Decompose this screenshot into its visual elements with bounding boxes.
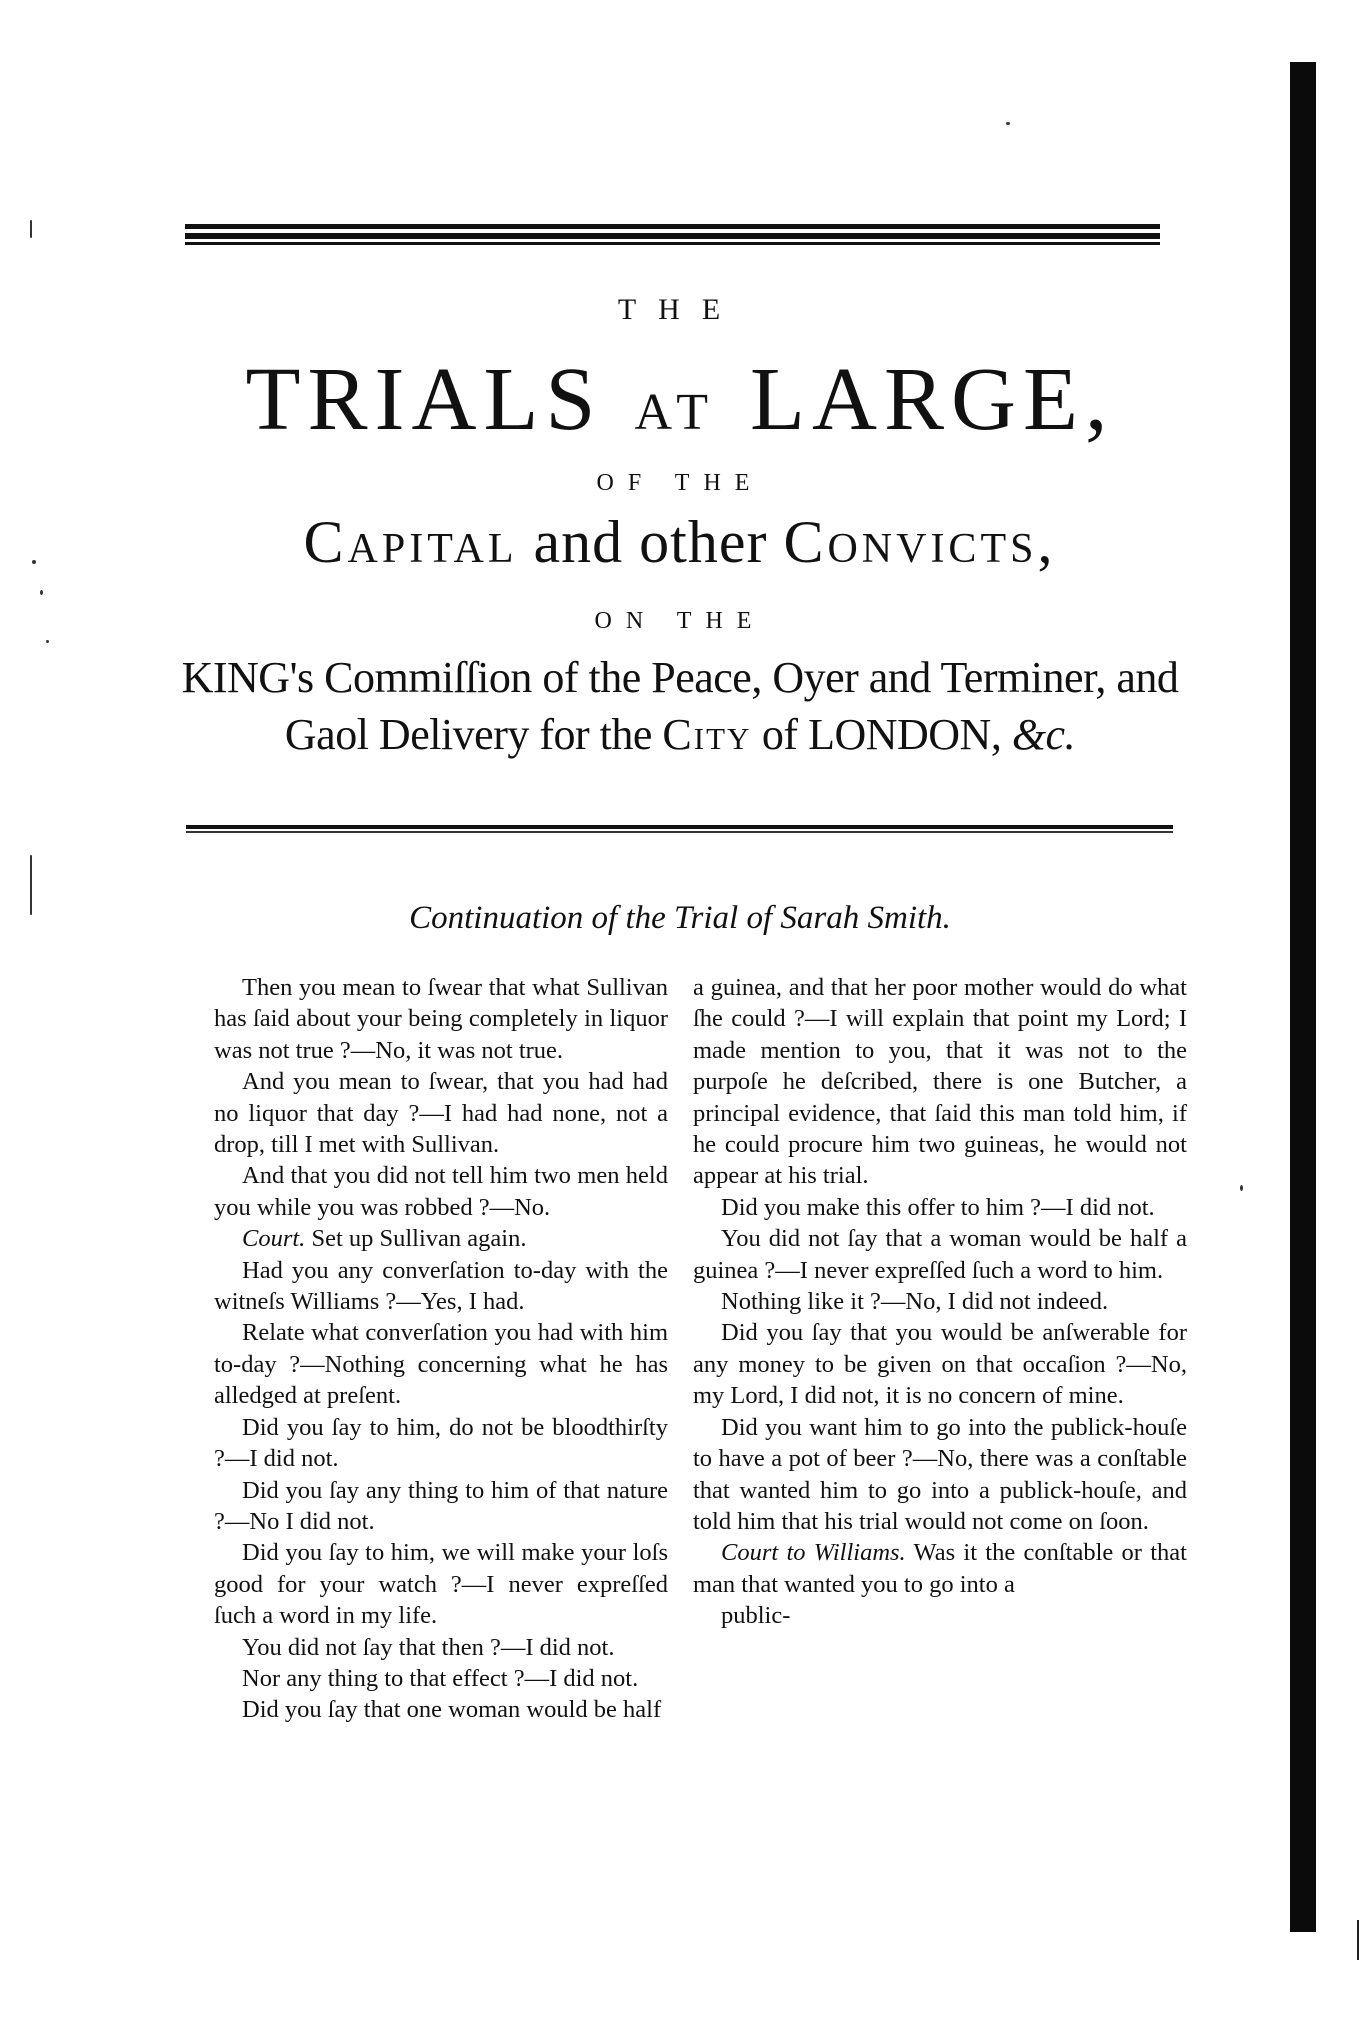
paragraph: Did you ſay to him, do not be bloodthirſty ?—I did not.: [214, 1413, 668, 1473]
paragraph: Court. Set up Sullivan again.: [242, 1225, 527, 1253]
paragraph: And that you did not tell him two men held you while you was robbed ?—No.: [214, 1162, 668, 1221]
paragraph: Had you any converſation to-day with the witneſs Williams ?—Yes, I had.: [214, 1256, 668, 1316]
right-column: [693, 972, 1187, 1632]
scan-edge-shadow: [1290, 62, 1316, 1932]
title-of-london: of LONDON,: [761, 710, 1002, 759]
title-convicts: Convicts,: [783, 509, 1057, 575]
speaker-label: Court.: [242, 1225, 306, 1253]
divider-rule: [186, 825, 1173, 835]
paragraph: You did not ſay that a woman would be half a guinea ?—I never expreſſed ſuch a word to him.: [693, 1225, 1187, 1284]
paragraph: Did you want him to go into the publick-houſe to have a pot of beer ?—No, there was a conſtable that wanted him to go into a publick-houſe, and told him that his trial would not come on ſoon.: [693, 1413, 1187, 1535]
speaker-label: Court to Williams.: [721, 1539, 906, 1567]
title-large: LARGE,: [750, 350, 1115, 449]
title-at: AT: [634, 384, 719, 441]
section-subheading: Continuation of the Trial of Sarah Smith.: [409, 900, 951, 936]
title-the: THE: [617, 293, 743, 326]
paragraph: Nor any thing to that effect ?—I did not.: [242, 1664, 639, 1692]
title-etc: &c.: [1011, 710, 1076, 759]
scan-speck: [30, 220, 32, 238]
title-trials: TRIALS: [245, 350, 603, 449]
ornamental-rule-top: [185, 222, 1160, 248]
paragraph: Nothing like it ?—No, I did not indeed.: [721, 1288, 1109, 1316]
scan-edge-mark: [1357, 1920, 1359, 1960]
paragraph: Did you ſay any thing to him of that nature ?—No I did not.: [214, 1476, 668, 1535]
catchword: public-: [721, 1602, 791, 1630]
title-gaol-delivery-text: Gaol Delivery for the: [284, 710, 652, 759]
scan-speck: [32, 560, 36, 564]
scan-speck: [1006, 122, 1010, 125]
title-capital: Capital: [303, 509, 518, 575]
scan-speck: [40, 590, 43, 595]
paragraph: You did not ſay that then ?—I did not.: [242, 1633, 615, 1661]
title-kings-commission: KING's Commiſſion of the Peace, Oyer and Terminer, and: [181, 653, 1179, 702]
scan-speck: [30, 855, 32, 915]
title-city: City: [662, 710, 752, 759]
paragraph: Did you ſay that you would be anſwerable for any money to be given on that occaſion ?—No, my Lord, I did not, it is no concern of mine.: [693, 1319, 1187, 1410]
title-on-the: ON THE: [594, 608, 766, 634]
paragraph: Court to Williams. Was it the conſtable or that man that wanted you to go into a: [693, 1539, 1187, 1598]
title-gaol-delivery: [150, 707, 1210, 763]
paragraph: Then you mean to ſwear that what Sullivan has ſaid about your being completely in liquor was not true ?—No, it was not true.: [214, 974, 668, 1064]
paragraph: Relate what converſation you had with him to-day ?—Nothing concerning what he has alledged at preſent.: [214, 1319, 668, 1410]
title-of-the: OF THE: [596, 470, 764, 496]
title-and-other: and other: [533, 509, 768, 575]
scan-speck: [46, 640, 49, 643]
title-trials-at-large: [150, 350, 1210, 463]
paragraph: Did you ſay that one woman would be half: [242, 1696, 662, 1724]
scan-speck: [1240, 1185, 1243, 1191]
paragraph: Did you make this offer to him ?—I did not.: [721, 1193, 1155, 1221]
title-capital-convicts: [150, 507, 1210, 577]
paragraph: a guinea, and that her poor mother would do what ſhe could ?—I will explain that point my Lord; I made mention to you, that it was not to the purpoſe he deſcribed, there is one Butcher, a principal evidence, that ſaid this man told him, if he could procure him two guineas, he would not appear at his trial.: [693, 974, 1187, 1190]
left-column: [214, 972, 668, 1726]
paragraph: And you mean to ſwear, that you had had no liquor that day ?—I had had none, not a drop, till I met with Sullivan.: [214, 1068, 668, 1159]
paragraph: Did you ſay to him, we will make your loſs good for your watch ?—I never expreſſed ſuch a word in my life.: [214, 1539, 668, 1630]
